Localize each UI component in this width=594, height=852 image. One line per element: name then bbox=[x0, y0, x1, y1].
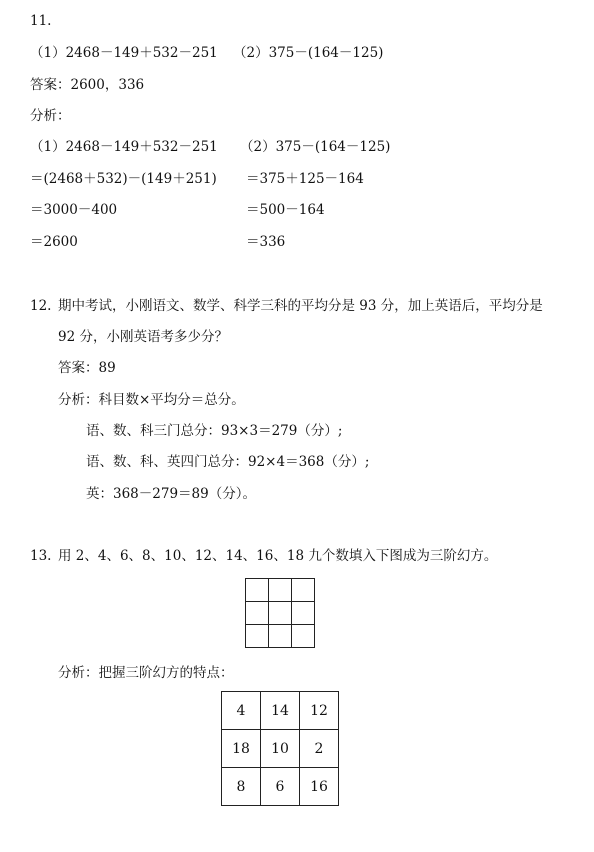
q12-step-3: 英：368－279＝89（分）。 bbox=[86, 486, 256, 502]
q13-number: 13. bbox=[30, 548, 52, 564]
q12-answer: 答案：89 bbox=[58, 360, 116, 376]
empty-cell bbox=[292, 625, 315, 648]
magic-square-cell: 16 bbox=[300, 768, 339, 806]
empty-cell bbox=[246, 602, 269, 625]
empty-cell bbox=[292, 602, 315, 625]
magic-square-cell: 14 bbox=[261, 692, 300, 730]
q11-answer: 答案：2600，336 bbox=[30, 77, 145, 93]
q11-problem-1: （1）2468－149＋532－251 bbox=[30, 45, 218, 61]
q12-question-line-1: 期中考试，小刚语文、数学、科学三科的平均分是 93 分，加上英语后，平均分是 bbox=[58, 298, 543, 314]
q12-question-line-2: 92 分，小刚英语考多少分？ bbox=[58, 329, 228, 345]
empty-cell bbox=[269, 602, 292, 625]
magic-square-cell: 2 bbox=[300, 730, 339, 768]
empty-cell bbox=[269, 579, 292, 602]
q11-left-step-1: （1）2468－149＋532－251 bbox=[30, 139, 218, 155]
q11-left-step-4: ＝2600 bbox=[30, 234, 78, 250]
filled-magic-square bbox=[221, 691, 339, 806]
magic-square-cell: 12 bbox=[300, 692, 339, 730]
q11-number: 11. bbox=[30, 13, 52, 29]
q11-left-step-3: ＝3000－400 bbox=[30, 202, 118, 218]
magic-square-cell: 8 bbox=[222, 768, 261, 806]
q13-analysis: 分析：把握三阶幻方的特点： bbox=[58, 665, 234, 681]
q13-question: 用 2、4、6、8、10、12、14、16、18 九个数填入下图成为三阶幻方。 bbox=[58, 548, 498, 564]
magic-square-cell: 18 bbox=[222, 730, 261, 768]
q11-analysis-label: 分析： bbox=[30, 108, 71, 124]
q12-number: 12. bbox=[30, 298, 52, 314]
empty-cell bbox=[246, 579, 269, 602]
q11-left-step-2: ＝(2468＋532)－(149＋251) bbox=[30, 171, 217, 187]
magic-square-cell: 10 bbox=[261, 730, 300, 768]
q12-step-1: 语、数、科三门总分：93×3＝279（分）; bbox=[86, 423, 343, 439]
q11-problem-2: （2）375－(164－125) bbox=[233, 45, 384, 61]
q11-right-step-1: （2）375－(164－125) bbox=[240, 139, 391, 155]
q11-right-step-4: ＝336 bbox=[246, 234, 286, 250]
magic-square-cell: 6 bbox=[261, 768, 300, 806]
empty-cell bbox=[292, 579, 315, 602]
q11-right-step-3: ＝500－164 bbox=[246, 202, 325, 218]
q12-analysis: 分析：科目数×平均分＝总分。 bbox=[58, 392, 245, 408]
q12-step-2: 语、数、科、英四门总分：92×4＝368（分）; bbox=[86, 454, 370, 470]
empty-cell bbox=[246, 625, 269, 648]
empty-magic-square-grid bbox=[245, 578, 315, 648]
q11-right-step-2: ＝375＋125－164 bbox=[246, 171, 364, 187]
magic-square-cell: 4 bbox=[222, 692, 261, 730]
empty-cell bbox=[269, 625, 292, 648]
